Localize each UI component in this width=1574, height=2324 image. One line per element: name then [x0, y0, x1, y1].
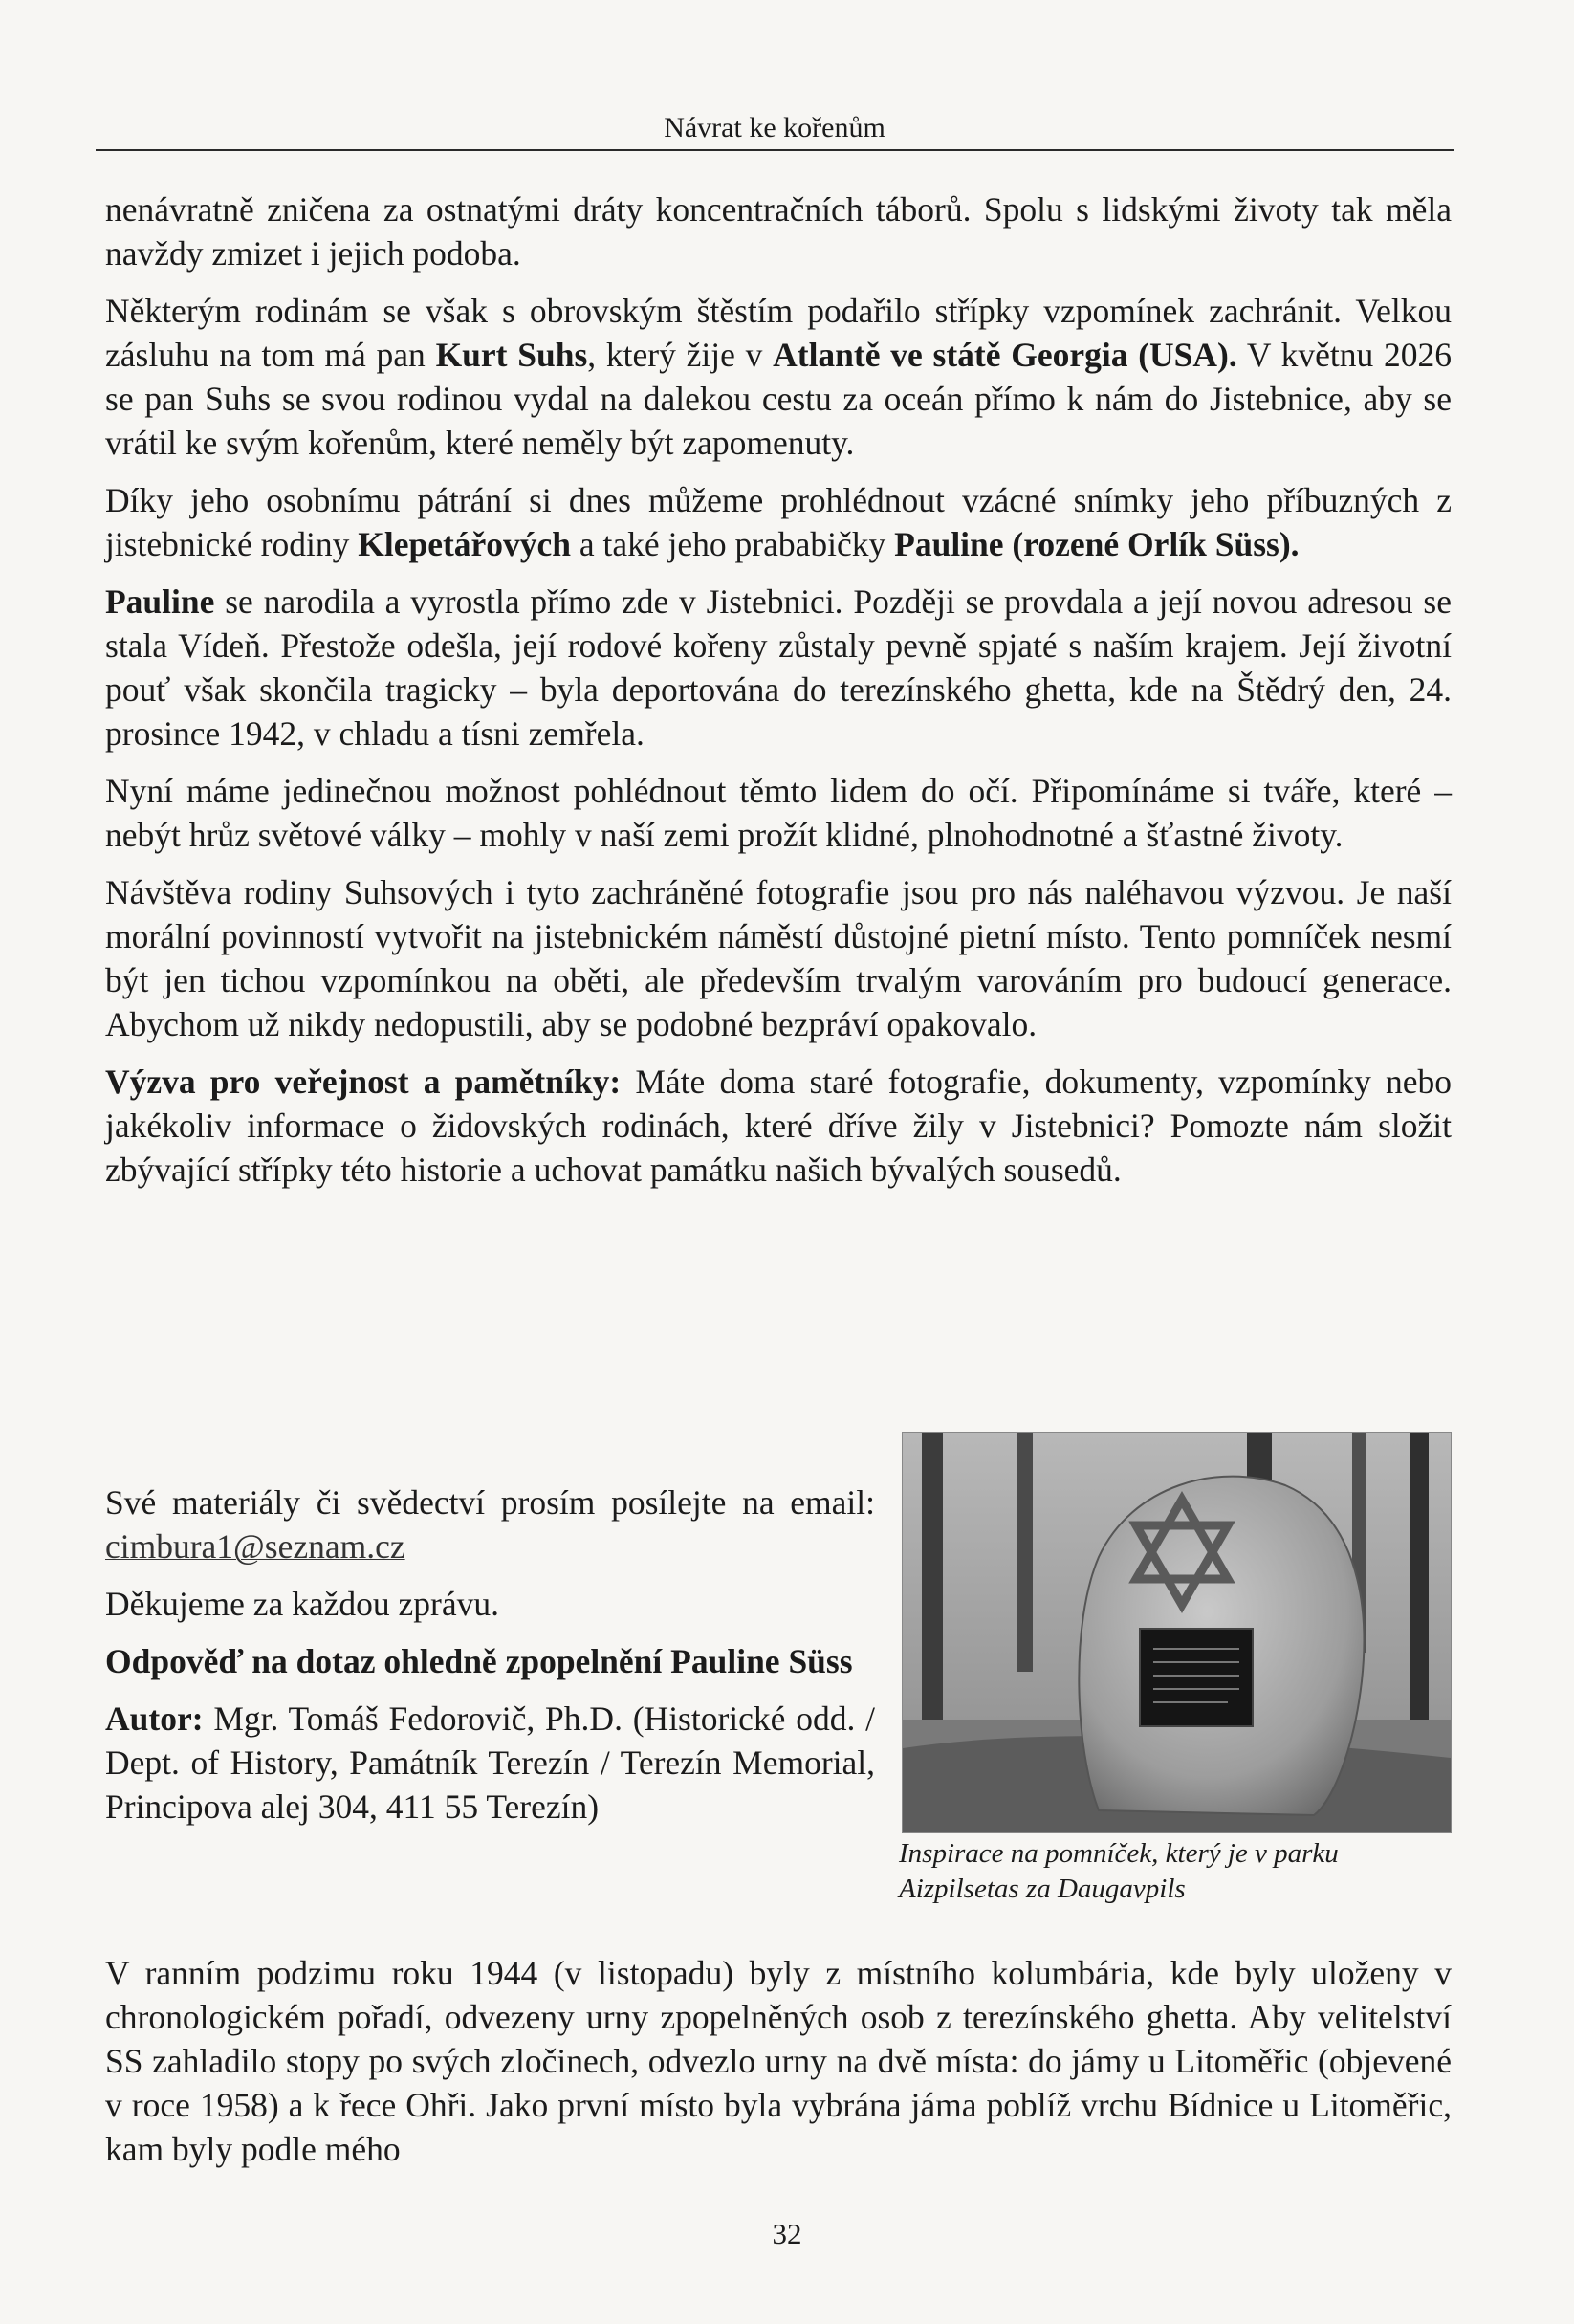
bold-name-pauline: Pauline (rozené Orlík Süss). — [894, 525, 1300, 563]
heading-text: Odpověď na dotaz ohledně zpopelnění Pauline Süss — [105, 1642, 853, 1680]
bold-family-name: Klepetářových — [358, 525, 572, 563]
text-run: a také jeho prababičky — [571, 525, 895, 563]
bold-name-pauline-start: Pauline — [105, 582, 215, 621]
paragraph-5: Nyní máme jedinečnou možnost pohlédnout těmto lidem do očí. Připomínáme si tváře, které – nebýt hrůz světové války – mohly v naší zemi prožít klidné, plnohodnotné a šťastné životy. — [105, 772, 1452, 854]
paragraph-9: Děkujeme za každou zprávu. — [105, 1585, 499, 1623]
paragraph-1: nenávratně zničena za ostnatými dráty koncentračních táborů. Spolu s lidskými životy tak měla navždy zmizet i jejich podoba. — [105, 190, 1452, 273]
paragraph-10: V ranním podzimu roku 1944 (v listopadu) byly z místního kolumbária, kde byly uloženy v chronologickém pořadí, odvezeny urny zpopelněných osob z terezínského ghetta. Aby velitelství SS zahladilo stopy po svých zločinech, odvezlo urny na dvě místa: do jámy u Litoměřic (objevené v roce 1958) a k řece Ohři. Jako první místo byla vybrána jáma poblíž vrchu Bídnice u Litoměřic, kam byly podle mého — [105, 1954, 1452, 2168]
text-run: Některým rodinám se však s obrovským štěstím podařilo střípky vzpomínek zachránit. Velkou zásluhu na tom má pan — [105, 292, 1452, 374]
author-text: Mgr. Tomáš Fedorovič, Ph.D. (Historické odd. / Dept. of History, Památník Terezín / Terezín Memorial, Principova alej 304, 411 55 Terezín) — [105, 1699, 875, 1826]
bold-location: Atlantě ve státě Georgia (USA). — [773, 336, 1237, 374]
body-text-bottom — [105, 1951, 1452, 2184]
bold-call-heading: Výzva pro veřejnost a pamětníky: — [105, 1063, 622, 1101]
email-link[interactable]: cimbura1@seznam.cz — [105, 1527, 405, 1566]
paragraph-7 — [105, 1060, 1452, 1192]
body-text-left-column — [105, 1480, 875, 1842]
running-head: Návrat ke kořenům — [664, 112, 885, 143]
paragraph-4 — [105, 580, 1452, 756]
text-run: se narodila a vyrostla přímo zde v Jistebnici. Později se provdala a její novou adresou se stala Vídeň. Přestože odešla, její rodové kořeny zůstaly pevně spjaté s naším krajem. Její životní pouť však skončila tragicky – byla deportována do terezínského ghetta, kde na Štědrý den, 24. prosince 1942, v chladu a tísni zemřela. — [105, 582, 1452, 753]
paragraph-6: Návštěva rodiny Suhsových i tyto zachráněné fotografie jsou pro nás naléhavou výzvou. Je naší morální povinností vytvořit na jistebnickém náměstí důstojné pietní místo. Tento pomníček nesmí být jen tichou vzpomínkou na oběti, ale především trvalým varováním pro budoucí generace. Abychom už nikdy nedopustili, aby se podobné bezpráví opakovalo. — [105, 873, 1452, 1043]
text-run: , který žije v — [587, 336, 774, 374]
paragraph-8 — [105, 1480, 875, 1568]
section-heading — [105, 1639, 875, 1683]
page-number: 32 — [772, 2217, 802, 2250]
paragraph-2 — [105, 289, 1452, 465]
bold-name-kurt-suhs: Kurt Suhs — [435, 336, 588, 374]
paragraph-3 — [105, 478, 1452, 566]
text-run: Máte doma staré fotografie, dokumenty, vzpomínky nebo jakékoliv informace o židovských rodinách, které dříve žily v Jistebnici? Pomozte nám složit zbývající střípky této historie a uchovat památku našich bývalých sousedů. — [105, 1063, 1452, 1189]
photo-caption: Inspirace na pomníček, který je v parku Aizpilsetas za Daugavpils — [899, 1838, 1339, 1904]
text-run: V květnu 2026 se pan Suhs se svou rodinou vydal na dalekou cestu za oceán přímo k nám do Jistebnice, aby se vrátil ke svým kořenům, které neměly být zapomenuty. — [105, 336, 1452, 462]
author-line — [105, 1697, 875, 1829]
author-label: Autor: — [105, 1699, 204, 1738]
memorial-photo — [902, 1432, 1452, 1833]
memorial-stone-image — [903, 1433, 1451, 1832]
body-text-top — [105, 187, 1452, 1205]
header-rule — [96, 149, 1454, 151]
text-run: Své materiály či svědectví prosím posílejte na email: — [105, 1483, 875, 1522]
text-run: Díky jeho osobnímu pátrání si dnes můžeme prohlédnout vzácné snímky jeho příbuzných z jistebnické rodiny — [105, 481, 1452, 563]
